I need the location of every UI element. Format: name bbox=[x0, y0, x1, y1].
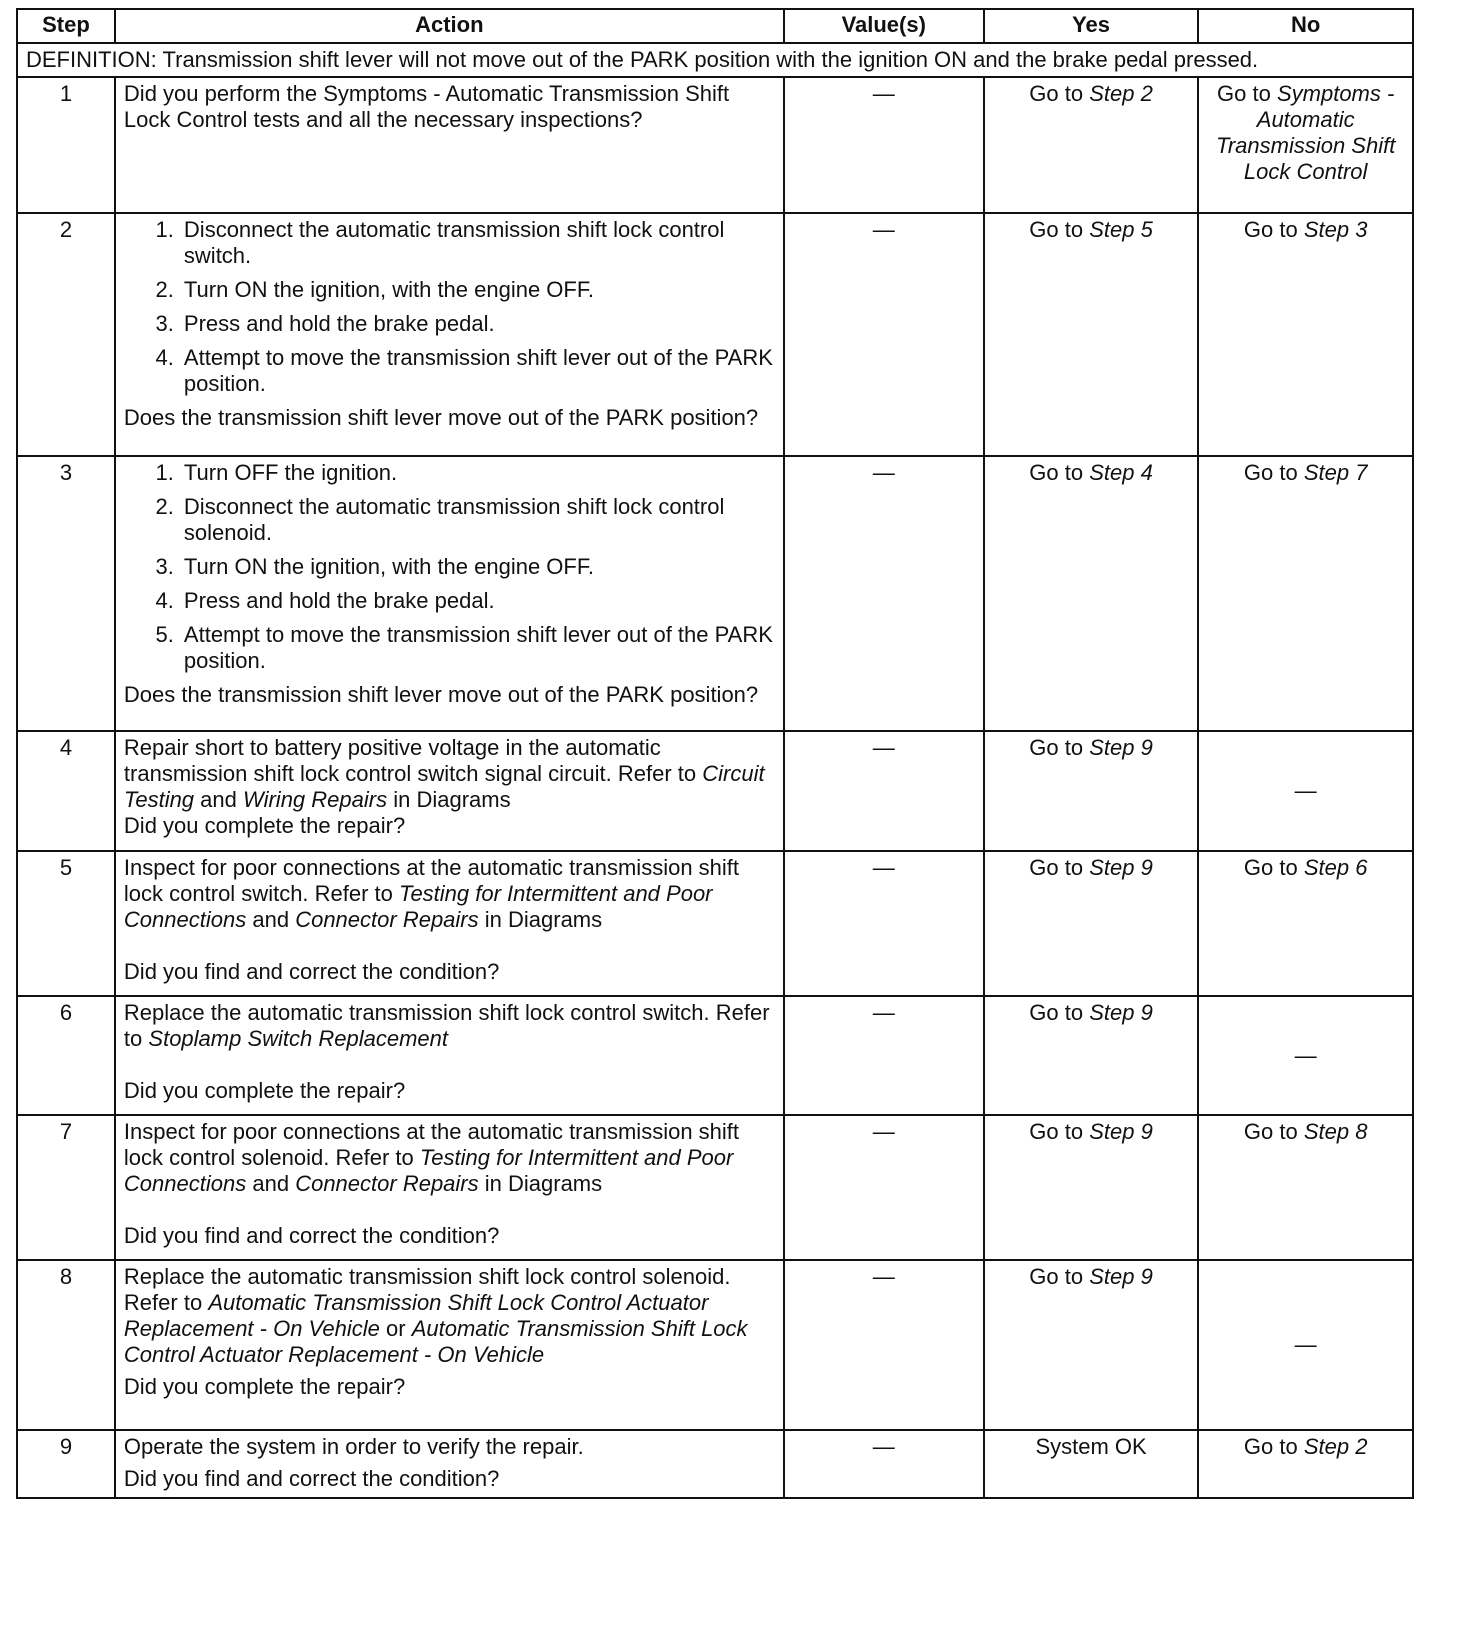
reference-link: Connector Repairs bbox=[295, 907, 479, 932]
yes-step-ref: Step 9 bbox=[1089, 855, 1153, 880]
yes-step-ref: Step 9 bbox=[1089, 1264, 1153, 1289]
diagnostic-table bbox=[16, 8, 1414, 1499]
no-step-ref: Step 8 bbox=[1303, 1119, 1368, 1144]
question-text: Did you find and correct the condition? bbox=[123, 959, 500, 984]
conjunction: and bbox=[252, 907, 290, 932]
question-text: Does the transmission shift lever move out of the PARK position? bbox=[123, 682, 759, 707]
dash: — bbox=[872, 1264, 895, 1289]
yes-cell bbox=[984, 851, 1199, 996]
definition-row bbox=[17, 43, 1413, 77]
header-step: Step bbox=[17, 9, 115, 43]
header-yes: Yes bbox=[984, 9, 1199, 43]
go-to-label: Go to bbox=[1243, 1434, 1298, 1459]
dash: — bbox=[1294, 778, 1317, 803]
conjunction: or bbox=[386, 1316, 406, 1341]
reference-link: Automatic Transmission Shift Lock Control Actuator Replacement - On Vehicle bbox=[123, 1290, 709, 1341]
no-cell bbox=[1198, 851, 1413, 996]
procedure-list bbox=[124, 460, 775, 674]
action-cell bbox=[115, 456, 784, 731]
no-step-ref: Symptoms - Automatic Transmission Shift Lock Control bbox=[1216, 81, 1396, 184]
go-to-label: Go to bbox=[1029, 1119, 1084, 1144]
go-to-label: Go to bbox=[1029, 217, 1084, 242]
action-cell bbox=[115, 213, 784, 456]
value-cell bbox=[784, 213, 984, 456]
yes-step-ref: Step 9 bbox=[1089, 1000, 1153, 1025]
no-cell bbox=[1198, 456, 1413, 731]
conjunction: and bbox=[200, 787, 237, 812]
list-item: 1. Turn OFF the ignition. bbox=[180, 460, 775, 486]
no-cell bbox=[1198, 1430, 1413, 1498]
table-row bbox=[17, 851, 1413, 996]
reference-link: Circuit Testing bbox=[123, 761, 765, 812]
go-to-label: Go to bbox=[1029, 855, 1084, 880]
dash: — bbox=[872, 81, 895, 106]
reference-link: Testing for Intermittent and Poor Connections bbox=[123, 1145, 734, 1196]
question-text: Did you find and correct the condition? bbox=[123, 1223, 500, 1248]
yes-cell bbox=[984, 1430, 1199, 1498]
value-cell bbox=[784, 456, 984, 731]
step-number: 9 bbox=[17, 1430, 115, 1498]
spacer bbox=[124, 933, 775, 959]
list-item: 3. Press and hold the brake pedal. bbox=[180, 311, 775, 337]
step-number: 4 bbox=[17, 731, 115, 851]
question-text: Did you find and correct the condition? bbox=[123, 1466, 500, 1491]
reference-link: Automatic Transmission Shift Lock Control Actuator Replacement - On Vehicle bbox=[123, 1316, 748, 1367]
go-to-label: Go to bbox=[1243, 217, 1298, 242]
go-to-label: Go to bbox=[1029, 735, 1084, 760]
definition-text: DEFINITION: Transmission shift lever will not move out of the PARK position with the ignition ON and the brake pedal pressed. bbox=[17, 43, 1413, 77]
yes-step-ref: Step 9 bbox=[1089, 735, 1153, 760]
dash: — bbox=[872, 1000, 895, 1025]
conjunction: and bbox=[252, 1171, 290, 1196]
dash: — bbox=[872, 460, 895, 485]
yes-cell bbox=[984, 996, 1199, 1115]
yes-step-ref: Step 9 bbox=[1089, 1119, 1153, 1144]
yes-result-text: System OK bbox=[1035, 1434, 1147, 1459]
table-row bbox=[17, 1260, 1413, 1430]
table-row bbox=[17, 77, 1413, 213]
yes-cell bbox=[984, 213, 1199, 456]
reference-link: Connector Repairs bbox=[295, 1171, 479, 1196]
list-item: 2. Turn ON the ignition, with the engine OFF. bbox=[180, 277, 775, 303]
dash: — bbox=[872, 217, 895, 242]
no-cell bbox=[1198, 1260, 1413, 1430]
no-cell bbox=[1198, 996, 1413, 1115]
table-row bbox=[17, 731, 1413, 851]
go-to-label: Go to bbox=[1243, 460, 1298, 485]
step-number: 2 bbox=[17, 213, 115, 456]
yes-cell bbox=[984, 77, 1199, 213]
action-cell bbox=[115, 851, 784, 996]
reference-link: Wiring Repairs bbox=[243, 787, 388, 812]
action-cell bbox=[115, 1430, 784, 1498]
dash: — bbox=[872, 855, 895, 880]
procedure-list bbox=[124, 217, 775, 397]
action-cell bbox=[115, 77, 784, 213]
go-to-label: Go to bbox=[1243, 1119, 1298, 1144]
table-row bbox=[17, 456, 1413, 731]
list-item: 1. Disconnect the automatic transmission shift lock control switch. bbox=[180, 217, 775, 269]
step-number: 1 bbox=[17, 77, 115, 213]
yes-step-ref: Step 4 bbox=[1089, 460, 1153, 485]
reference-tail: in Diagrams bbox=[484, 907, 603, 932]
table-row bbox=[17, 1430, 1413, 1498]
no-cell bbox=[1198, 213, 1413, 456]
yes-step-ref: Step 2 bbox=[1089, 81, 1153, 106]
dash: — bbox=[1294, 1042, 1317, 1068]
action-text: Operate the system in order to verify the repair. bbox=[123, 1434, 584, 1459]
action-cell bbox=[115, 1115, 784, 1260]
table-row bbox=[17, 996, 1413, 1115]
spacer bbox=[124, 1052, 775, 1078]
go-to-label: Go to bbox=[1029, 1000, 1084, 1025]
action-cell bbox=[115, 996, 784, 1115]
no-step-ref: Step 7 bbox=[1303, 460, 1368, 485]
reference-tail: in Diagrams bbox=[484, 1171, 603, 1196]
value-cell bbox=[784, 996, 984, 1115]
dash: — bbox=[872, 1119, 895, 1144]
question-text: Does the transmission shift lever move out of the PARK position? bbox=[123, 405, 759, 430]
value-cell bbox=[784, 1115, 984, 1260]
list-item: 5. Attempt to move the transmission shift lever out of the PARK position. bbox=[180, 622, 775, 674]
header-action: Action bbox=[115, 9, 784, 43]
step-number: 7 bbox=[17, 1115, 115, 1260]
action-cell bbox=[115, 1260, 784, 1430]
list-item: 4. Press and hold the brake pedal. bbox=[180, 588, 775, 614]
yes-cell bbox=[984, 1260, 1199, 1430]
action-text: Replace the automatic transmission shift lock control switch. Refer to bbox=[123, 1000, 770, 1051]
go-to-label: Go to bbox=[1217, 81, 1271, 106]
list-item: 2. Disconnect the automatic transmission shift lock control solenoid. bbox=[180, 494, 775, 546]
no-cell bbox=[1198, 731, 1413, 851]
action-text: Inspect for poor connections at the automatic transmission shift lock control switch. Refer to bbox=[123, 855, 740, 906]
value-cell bbox=[784, 731, 984, 851]
list-item: 4. Attempt to move the transmission shift lever out of the PARK position. bbox=[180, 345, 775, 397]
reference-link: Stoplamp Switch Replacement bbox=[148, 1026, 448, 1051]
go-to-label: Go to bbox=[1029, 81, 1084, 106]
table-row bbox=[17, 213, 1413, 456]
action-text: Replace the automatic transmission shift lock control solenoid. Refer to bbox=[123, 1264, 731, 1315]
no-step-ref: Step 6 bbox=[1303, 855, 1368, 880]
reference-link: Testing for Intermittent and Poor Connections bbox=[123, 881, 713, 932]
value-cell bbox=[784, 1430, 984, 1498]
list-item: 3. Turn ON the ignition, with the engine OFF. bbox=[180, 554, 775, 580]
dash: — bbox=[872, 735, 895, 760]
action-text: Did you perform the Symptoms - Automatic Transmission Shift Lock Control tests and all the necessary inspections? bbox=[123, 81, 730, 132]
header-values: Value(s) bbox=[784, 9, 984, 43]
action-text: Inspect for poor connections at the automatic transmission shift lock control solenoid. Refer to bbox=[123, 1119, 740, 1170]
dash: — bbox=[1294, 1332, 1317, 1357]
yes-cell bbox=[984, 1115, 1199, 1260]
no-cell bbox=[1198, 77, 1413, 213]
step-number: 3 bbox=[17, 456, 115, 731]
table-row bbox=[17, 1115, 1413, 1260]
question-text: Did you complete the repair? bbox=[123, 1374, 406, 1399]
go-to-label: Go to bbox=[1029, 460, 1084, 485]
go-to-label: Go to bbox=[1029, 1264, 1084, 1289]
yes-cell bbox=[984, 731, 1199, 851]
step-number: 6 bbox=[17, 996, 115, 1115]
yes-step-ref: Step 5 bbox=[1089, 217, 1153, 242]
step-number: 8 bbox=[17, 1260, 115, 1430]
value-cell bbox=[784, 851, 984, 996]
no-step-ref: Step 3 bbox=[1303, 217, 1368, 242]
no-cell bbox=[1198, 1115, 1413, 1260]
header-no: No bbox=[1198, 9, 1413, 43]
header-row bbox=[17, 9, 1413, 43]
spacer bbox=[124, 1197, 775, 1223]
value-cell bbox=[784, 77, 984, 213]
step-number: 5 bbox=[17, 851, 115, 996]
question-text: Did you complete the repair? bbox=[123, 813, 406, 838]
yes-cell bbox=[984, 456, 1199, 731]
action-text: Repair short to battery positive voltage in the automatic transmission shift lock control switch signal circuit. Refer to bbox=[123, 735, 697, 786]
no-step-ref: Step 2 bbox=[1303, 1434, 1368, 1459]
question-text: Did you complete the repair? bbox=[123, 1078, 406, 1103]
dash: — bbox=[872, 1434, 895, 1459]
go-to-label: Go to bbox=[1243, 855, 1298, 880]
value-cell bbox=[784, 1260, 984, 1430]
action-cell bbox=[115, 731, 784, 851]
reference-tail: in Diagrams bbox=[393, 787, 511, 812]
